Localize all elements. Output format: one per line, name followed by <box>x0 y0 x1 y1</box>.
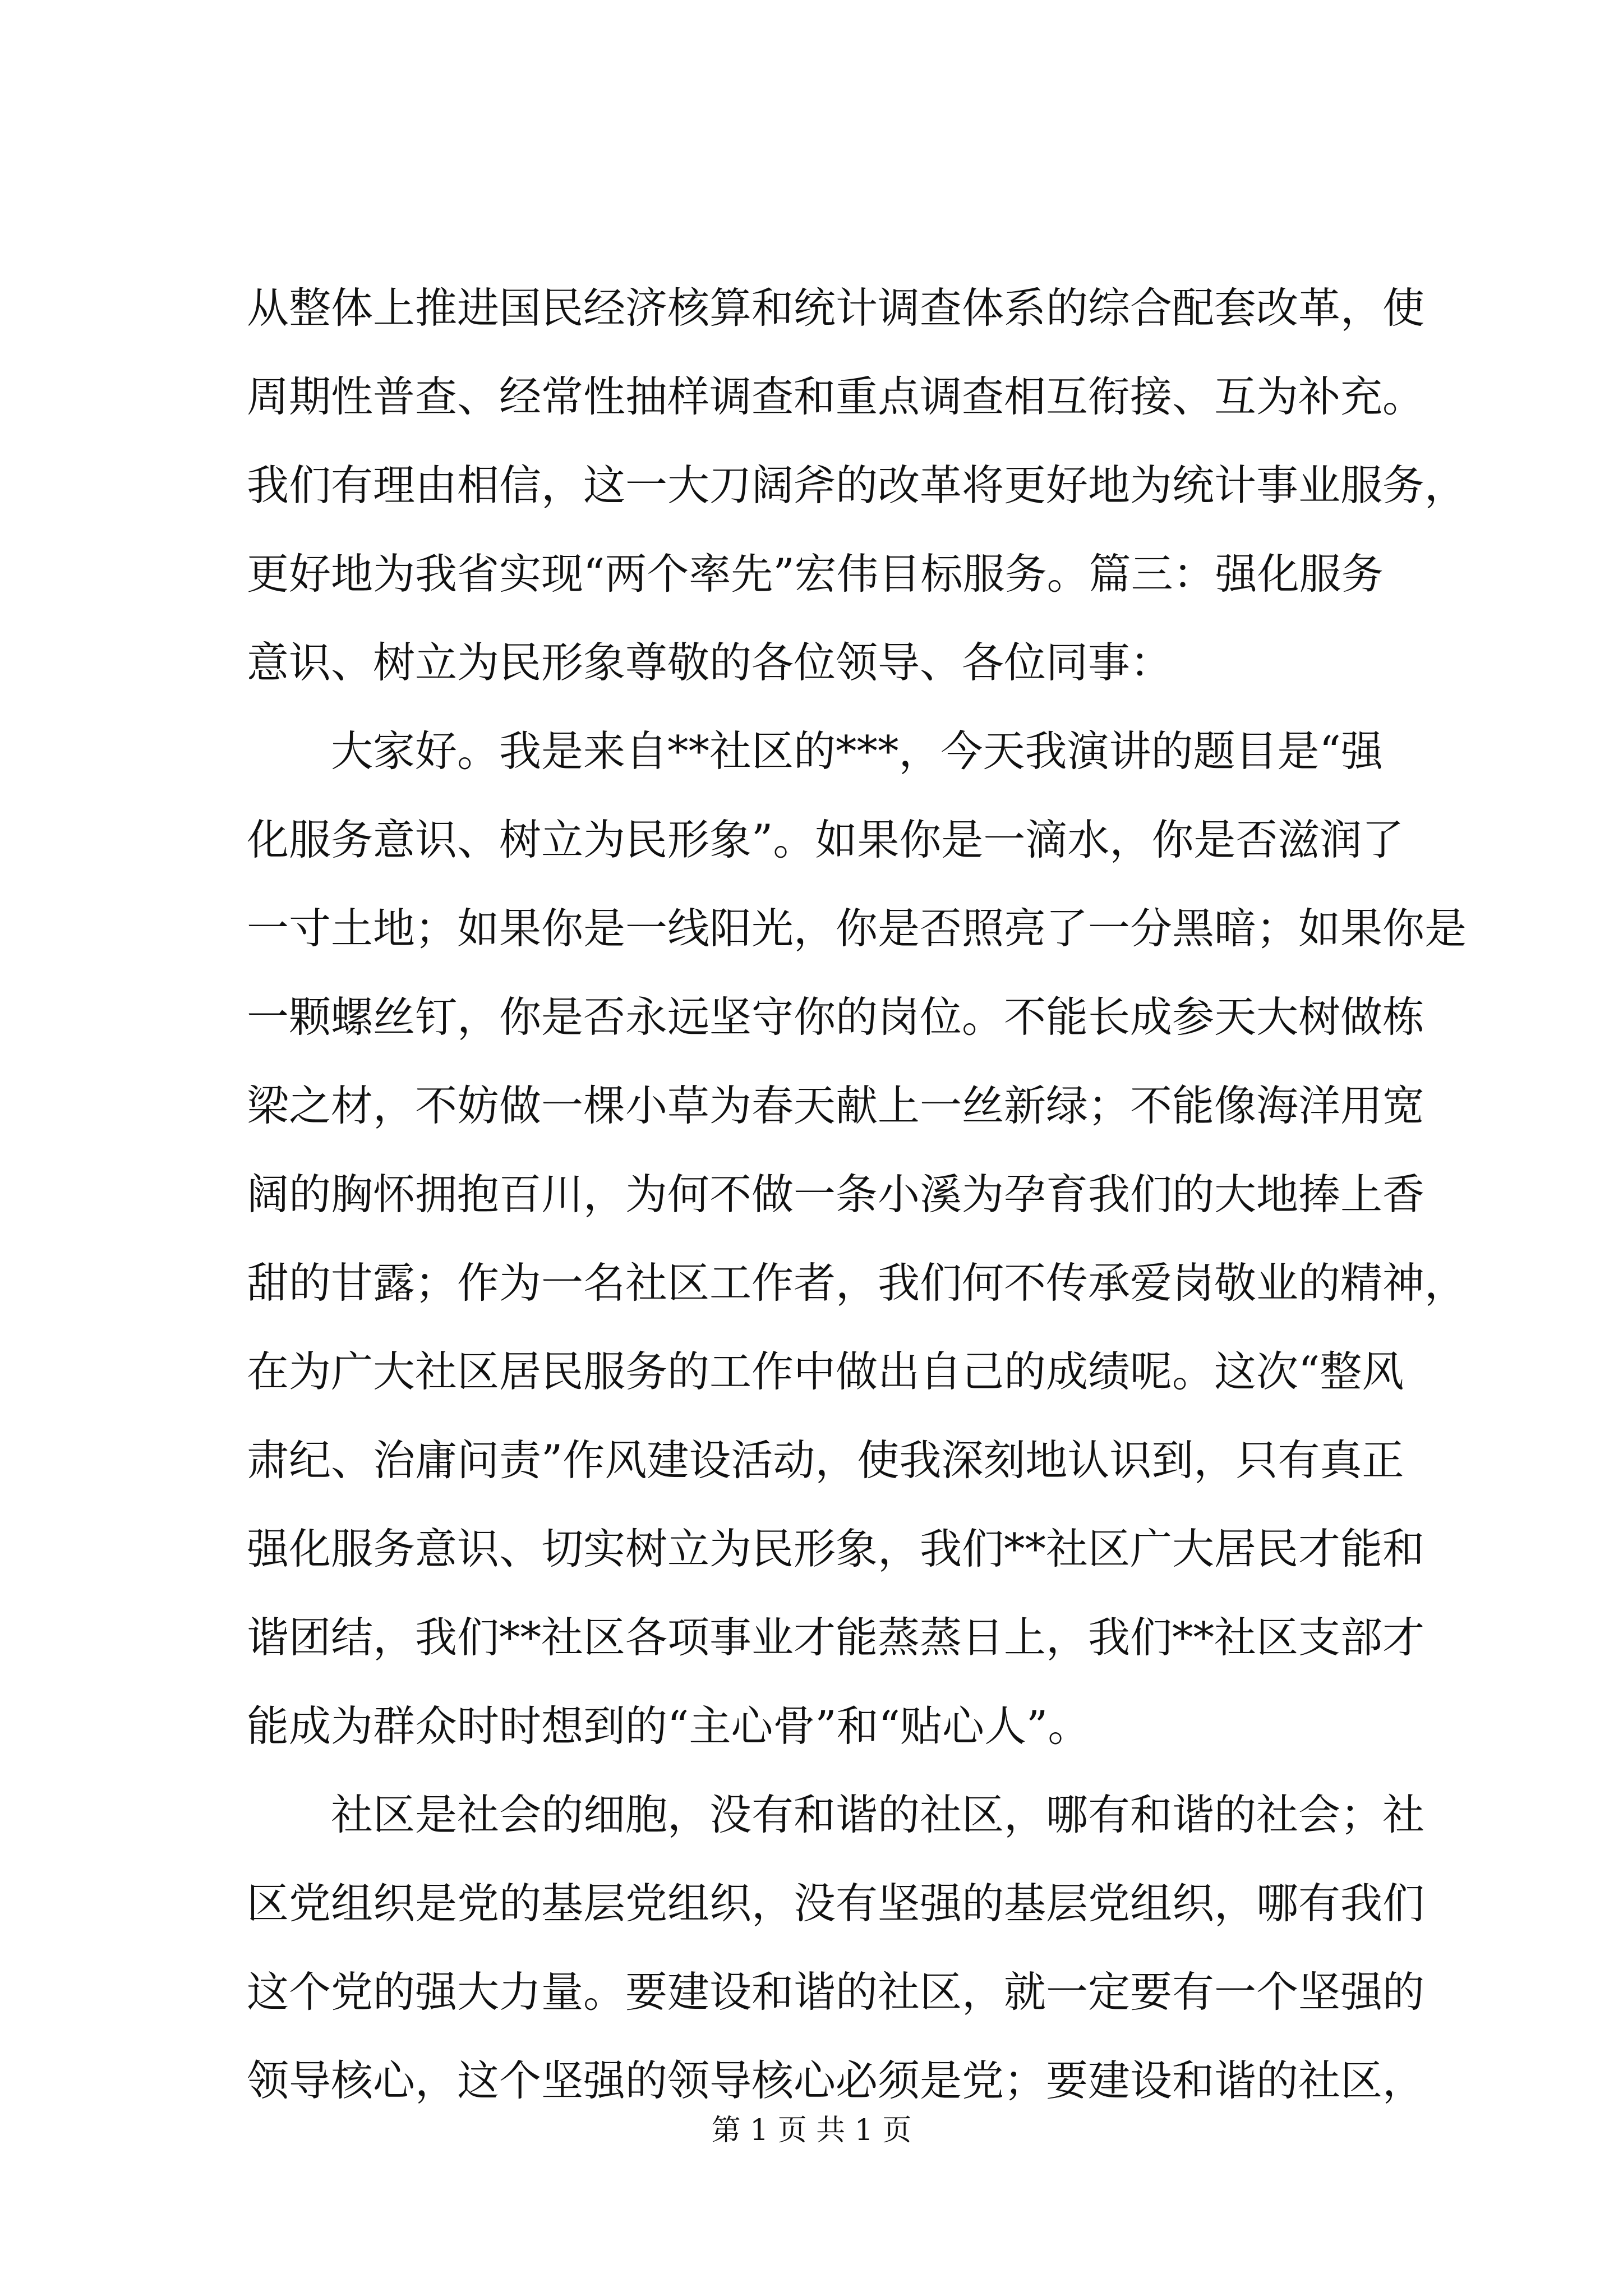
text-line: 领导核心，这个坚强的领导核心必须是党；要建设和谐的社区， <box>247 2056 1425 2105</box>
text-line: 化服务意识、树立为民形象”。如果你是一滴水，你是否滋润了 <box>247 815 1404 864</box>
text-line: 谐团结，我们**社区各项事业才能蒸蒸日上，我们**社区支部才 <box>247 1613 1425 1662</box>
text-line: 这个党的强大力量。要建设和谐的社区，就一定要有一个坚强的 <box>247 1967 1425 2017</box>
text-line: 从整体上推进国民经济核算和统计调查体系的综合配套改革，使 <box>247 283 1425 333</box>
text-line: 梁之材，不妨做一棵小草为春天献上一丝新绿；不能像海洋用宽 <box>247 1081 1425 1130</box>
text-line: 更好地为我省实现“两个率先”宏伟目标服务。篇三：强化服务 <box>247 549 1384 599</box>
text-line: 甜的甘露；作为一名社区工作者，我们何不传承爱岗敬业的精神， <box>247 1258 1467 1308</box>
text-line: 强化服务意识、切实树立为民形象，我们**社区广大居民才能和 <box>247 1524 1425 1573</box>
text-line: 能成为群众时时想到的“主心骨”和“贴心人”。 <box>247 1701 1090 1751</box>
text-line: 区党组织是党的基层党组织，没有坚强的基层党组织，哪有我们 <box>247 1879 1425 1928</box>
text-line: 在为广大社区居民服务的工作中做出自己的成绩呢。这次“整风 <box>247 1347 1404 1396</box>
text-line: 肃纪、治庸问责”作风建设活动，使我深刻地认识到，只有真正 <box>247 1435 1404 1485</box>
text-line: 阔的胸怀拥抱百川，为何不做一条小溪为孕育我们的大地捧上香 <box>247 1170 1425 1219</box>
paragraph-start-line: 大家好。我是来自**社区的***，今天我演讲的题目是“强 <box>331 726 1383 776</box>
text-line: 意识、树立为民形象尊敬的各位领导、各位同事： <box>247 638 1173 687</box>
text-line: 一颗螺丝钉，你是否永远坚守你的岗位。不能长成参天大树做栋 <box>247 992 1425 1042</box>
text-line: 周期性普查、经常性抽样调查和重点调查相互衔接、互为补充。 <box>247 372 1425 421</box>
document-body <box>247 264 1467 2125</box>
text-line: 一寸土地；如果你是一线阳光，你是否照亮了一分黑暗；如果你是 <box>247 904 1467 953</box>
paragraph-start-line: 社区是社会的细胞，没有和谐的社区，哪有和谐的社会；社 <box>331 1790 1425 1839</box>
page-footer: 第 1 页 共 1 页 <box>711 2114 912 2147</box>
text-line: 我们有理由相信，这一大刀阔斧的改革将更好地为统计事业服务， <box>247 461 1467 510</box>
